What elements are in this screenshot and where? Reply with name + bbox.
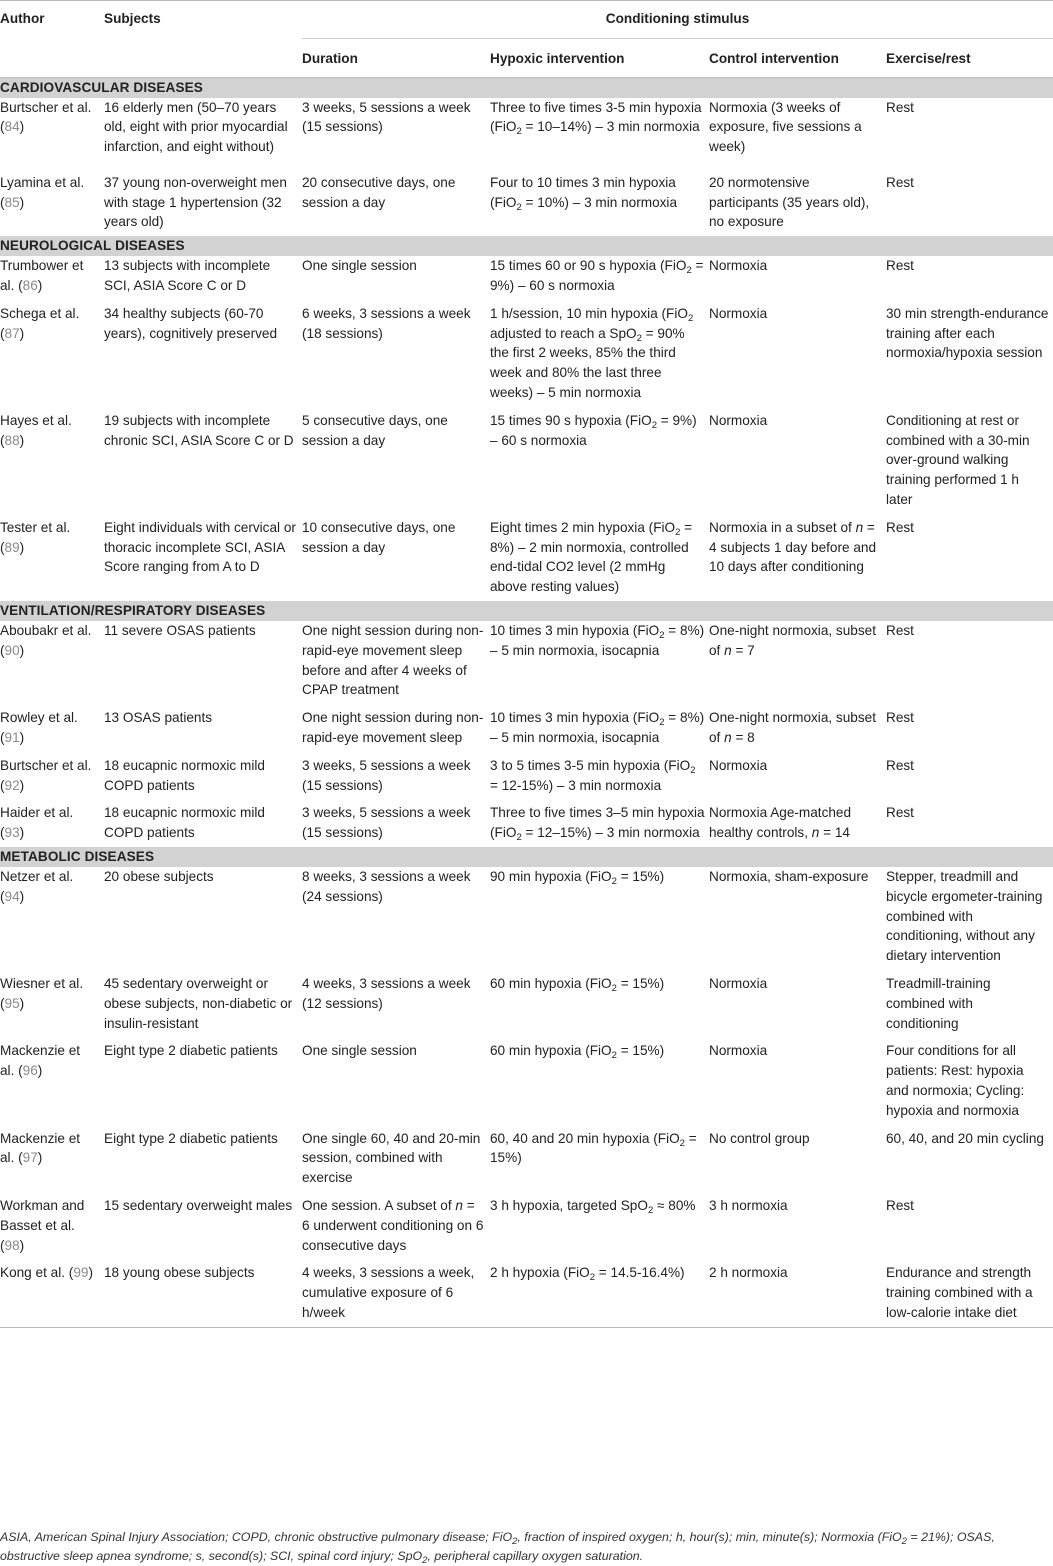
duration-cell: 3 weeks, 5 sessions a week (15 sessions): [302, 805, 471, 841]
subjects-cell: Eight individuals with cervical or thoracic incomplete SCI, ASIA Score ranging from A to D: [104, 519, 296, 575]
author-cell: Kong et al. (99): [0, 1263, 104, 1327]
control-intervention-cell: Normoxia (3 weeks of exposure, five sessions a week): [709, 99, 862, 155]
reference-link[interactable]: 87: [4, 325, 20, 341]
hypoxic-intervention-cell: Eight times 2 min hypoxia (FiO$_2$ = 8%) – 2 min normoxia, controlled end-tidal CO2 level (2 mmHg above resting values): [490, 519, 693, 595]
hypoxic-intervention-cell: Three to five times 3-5 min hypoxia (FiO$_2$ = 10–14%) – 3 min normoxia: [490, 99, 702, 138]
subjects-cell: 18 young obese subjects: [104, 1263, 302, 1327]
author-cell: Hayes et al. (88): [0, 412, 72, 448]
header-hypoxic-intervention: Hypoxic intervention: [490, 38, 709, 77]
table-row: [0, 411, 1053, 518]
reference-link[interactable]: 88: [4, 432, 20, 448]
section-header-row: [0, 847, 1053, 867]
reference-link[interactable]: 89: [4, 539, 20, 555]
section-title: VENTILATION/RESPIRATORY DISEASES: [0, 601, 1053, 621]
duration-cell: One night session during non-rapid-eye movement sleep: [302, 710, 484, 746]
hypoxic-intervention-cell: 60 min hypoxia (FiO$_2$ = 15%): [490, 975, 665, 994]
section-header-row: [0, 77, 1053, 98]
exercise-rest-cell: Rest: [886, 805, 914, 821]
header-duration: Duration: [302, 38, 490, 77]
subjects-cell: 19 subjects with incomplete chronic SCI, ASIA Score C or D: [104, 412, 294, 448]
control-intervention-cell: Normoxia in a subset of n = 4 subjects 1 day before and 10 days after conditioning: [709, 519, 877, 575]
hypoxic-intervention-cell: 15 times 60 or 90 s hypoxia (FiO$_2$ = 9%) – 60 s normoxia: [490, 258, 704, 294]
table-row: [0, 518, 1053, 601]
section-title: CARDIOVASCULAR DISEASES: [0, 77, 1053, 98]
exercise-rest-cell: Rest: [886, 519, 914, 535]
reference-link[interactable]: 84: [4, 119, 20, 135]
table-row: [0, 867, 1053, 974]
table-footnote: ASIA, American Spinal Injury Association; COPD, chronic obstructive pulmonary disease; FiO$_2$, fraction of inspired oxygen; h, hour(s); min, minute(s); Normoxia (FiO$_2$ = 21%); OSAS, obstructive sleep apnea syndrome; s, second(s); SCI, spinal cord injury; SpO$_2$, peripheral capillary oxygen saturation.: [0, 1530, 995, 1566]
table-row: [0, 98, 1053, 173]
control-intervention-cell: 20 normotensive participants (35 years old), no exposure: [709, 174, 870, 230]
exercise-rest-cell: Rest: [886, 1197, 914, 1213]
header-exercise-rest: Exercise/rest: [886, 38, 1053, 77]
author-cell: Wiesner et al. (95): [0, 975, 84, 1011]
duration-cell: One night session during non-rapid-eye movement sleep before and after 4 weeks of CPAP treatment: [302, 623, 484, 698]
hypoxic-intervention-cell: 3 to 5 times 3-5 min hypoxia (FiO$_2$ = 12-15%) – 3 min normoxia: [490, 757, 696, 793]
control-intervention-cell: 2 h normoxia: [709, 1263, 886, 1327]
author-cell: Burtscher et al. (84): [0, 99, 92, 135]
hypoxic-intervention-cell: 60 min hypoxia (FiO$_2$ = 15%): [490, 1043, 665, 1062]
section-header-row: [0, 236, 1053, 256]
exercise-rest-cell: Treadmill-training combined with conditioning: [886, 975, 991, 1031]
table-row: [0, 173, 1053, 236]
subjects-cell: 18 eucapnic normoxic mild COPD patients: [104, 805, 265, 841]
top-rule: [0, 0, 1053, 1]
duration-cell: 10 consecutive days, one session a day: [302, 519, 456, 555]
reference-link[interactable]: 92: [4, 777, 20, 793]
exercise-rest-cell: 30 min strength-endurance training after each normoxia/hypoxia session: [886, 305, 1049, 361]
control-intervention-cell: 3 h normoxia: [709, 1197, 788, 1213]
reference-link[interactable]: 97: [22, 1150, 38, 1166]
author-cell: Netzer et al. (94): [0, 869, 74, 904]
duration-cell: 8 weeks, 3 sessions a week (24 sessions): [302, 869, 471, 904]
control-intervention-cell: Normoxia: [709, 412, 768, 428]
reference-link[interactable]: 98: [4, 1237, 20, 1253]
hypoxic-intervention-cell: 10 times 3 min hypoxia (FiO$_2$ = 8%) – 5 min normoxia, isocapnia: [490, 623, 705, 658]
control-intervention-cell: Normoxia: [709, 258, 768, 274]
reference-link[interactable]: 86: [22, 278, 38, 294]
exercise-rest-cell: Stepper, treadmill and bicycle ergometer-training combined with conditioning, without any dietary intervention: [886, 869, 1043, 964]
duration-cell: 6 weeks, 3 sessions a week (18 sessions): [302, 305, 471, 341]
table-row: [0, 1196, 1053, 1263]
exercise-rest-cell: Rest: [886, 174, 914, 190]
author-cell: Mackenzie et al. (97): [0, 1130, 81, 1166]
control-intervention-cell: One-night normoxia, subset of n = 8: [709, 710, 876, 746]
author-cell: Burtscher et al. (92): [0, 757, 92, 793]
table-row: [0, 974, 1053, 1041]
hypoxic-intervention-cell: 90 min hypoxia (FiO$_2$ = 15%): [490, 869, 665, 887]
header-author: Author: [0, 11, 45, 26]
table-row: [0, 803, 1053, 847]
section-title: METABOLIC DISEASES: [0, 847, 1053, 867]
author-cell: Lyamina et al. (85): [0, 174, 85, 210]
exercise-rest-cell: Conditioning at rest or combined with a 30-min over-ground walking training performed 1 h later: [886, 412, 1030, 508]
author-cell: Mackenzie et al. (96): [0, 1043, 81, 1079]
subjects-cell: 45 sedentary overweight or obese subjects, non-diabetic or insulin-resistant: [104, 975, 293, 1031]
subjects-cell: 16 elderly men (50–70 years old, eight with prior myocardial infarction, and eight without): [104, 99, 288, 155]
duration-cell: 3 weeks, 5 sessions a week (15 sessions): [302, 99, 471, 135]
table-row: [0, 304, 1053, 411]
control-intervention-cell: Normoxia: [709, 305, 768, 321]
control-intervention-cell: Normoxia: [709, 975, 768, 991]
author-cell: Haider et al. (93): [0, 805, 74, 841]
reference-link[interactable]: 90: [4, 642, 20, 658]
control-intervention-cell: One-night normoxia, subset of n = 7: [709, 623, 876, 658]
author-cell: Tester et al. (89): [0, 519, 71, 555]
duration-cell: One single session: [302, 1043, 417, 1059]
duration-cell: 4 weeks, 3 sessions a week, cumulative exposure of 6 h/week: [302, 1263, 490, 1327]
reference-link[interactable]: 94: [4, 888, 20, 904]
duration-cell: 3 weeks, 5 sessions a week (15 sessions): [302, 757, 471, 793]
duration-cell: One single session: [302, 258, 417, 274]
author-cell: Workman and Basset et al. (98): [0, 1197, 85, 1253]
exercise-rest-cell: Rest: [886, 99, 914, 115]
hypoxic-intervention-cell: 60, 40 and 20 min hypoxia (FiO$_2$ = 15%): [490, 1130, 697, 1166]
table-row: [0, 1041, 1053, 1128]
reference-link[interactable]: 85: [4, 194, 20, 210]
subjects-cell: 11 severe OSAS patients: [104, 623, 256, 639]
exercise-rest-cell: Four conditions for all patients: Rest: hypoxia and normoxia; Cycling: hypoxia and normoxia: [886, 1043, 1025, 1118]
header-subjects: Subjects: [104, 11, 161, 26]
author-cell: Trumbower et al. (86): [0, 258, 84, 294]
duration-cell: 20 consecutive days, one session a day: [302, 174, 456, 210]
exercise-rest-cell: Rest: [886, 623, 914, 639]
author-cell: Aboubakr et al. (90): [0, 623, 92, 658]
exercise-rest-cell: Rest: [886, 258, 914, 274]
duration-cell: 4 weeks, 3 sessions a week (12 sessions): [302, 975, 471, 1011]
header-conditioning-stimulus: Conditioning stimulus: [605, 11, 750, 26]
author-cell: Rowley et al. (91): [0, 710, 78, 746]
exercise-rest-cell: Rest: [886, 757, 914, 773]
table-row: [0, 1129, 1053, 1196]
hypoxic-intervention-cell: Three to five times 3–5 min hypoxia (FiO$_2$ = 12–15%) – 3 min normoxia: [490, 805, 705, 844]
subjects-cell: 13 subjects with incomplete SCI, ASIA Score C or D: [104, 258, 271, 294]
hypoxic-intervention-cell: Four to 10 times 3 min hypoxia (FiO$_2$ = 10%) – 3 min normoxia: [490, 174, 678, 213]
exercise-rest-cell: 60, 40, and 20 min cycling: [886, 1130, 1044, 1146]
reference-link[interactable]: 96: [22, 1063, 38, 1079]
hypoxic-intervention-cell: 1 h/session, 10 min hypoxia (FiO$_2$ adjusted to reach a SpO$_2$ = 90% the first 2 weeks, 85% the third week and 80% the last three weeks) – 5 min normoxia: [490, 305, 694, 401]
header-control-intervention: Control intervention: [709, 38, 886, 77]
reference-link[interactable]: 93: [4, 825, 20, 841]
hypoxic-intervention-cell: 3 h hypoxia, targeted SpO$_2$ ≈ 80%: [490, 1197, 696, 1216]
exercise-rest-cell: Rest: [886, 710, 914, 726]
author-cell: Schega et al. (87): [0, 305, 80, 341]
reference-link[interactable]: 91: [4, 730, 20, 746]
hypoxic-intervention-cell: 15 times 90 s hypoxia (FiO$_2$ = 9%) – 60 s normoxia: [490, 412, 697, 448]
hypoxic-intervention-cell: 2 h hypoxia (FiO$_2$ = 14.5-16.4%): [490, 1263, 709, 1327]
table-row: [0, 708, 1053, 756]
table-body: [0, 77, 1053, 1327]
control-intervention-cell: Normoxia Age-matched healthy controls, n = 14: [709, 805, 852, 841]
subjects-cell: 13 OSAS patients: [104, 710, 213, 726]
duration-cell: One session. A subset of n = 6 underwent conditioning on 6 consecutive days: [302, 1197, 484, 1253]
reference-link[interactable]: 95: [4, 995, 20, 1011]
duration-cell: 5 consecutive days, one session a day: [302, 412, 448, 448]
section-title: NEUROLOGICAL DISEASES: [0, 236, 1053, 256]
subjects-cell: 15 sedentary overweight males: [104, 1197, 293, 1213]
subjects-cell: Eight type 2 diabetic patients: [104, 1130, 278, 1146]
table-row: [0, 256, 1053, 304]
reference-link[interactable]: 99: [73, 1265, 89, 1281]
exercise-rest-cell: Endurance and strength training combined with a low-calorie intake diet: [886, 1263, 1053, 1327]
subjects-cell: Eight type 2 diabetic patients: [104, 1043, 278, 1059]
subjects-cell: 37 young non-overweight men with stage 1 hypertension (32 years old): [104, 174, 287, 230]
table-row: [0, 621, 1053, 708]
subjects-cell: 34 healthy subjects (60-70 years), cognitively preserved: [104, 305, 278, 341]
control-intervention-cell: Normoxia, sham-exposure: [709, 869, 869, 884]
control-intervention-cell: Normoxia: [709, 1043, 768, 1059]
section-header-row: [0, 601, 1053, 621]
duration-cell: One single 60, 40 and 20-min session, combined with exercise: [302, 1130, 481, 1186]
table-row: [0, 756, 1053, 804]
subjects-cell: 20 obese subjects: [104, 869, 214, 884]
table-row: [0, 1263, 1053, 1327]
control-intervention-cell: No control group: [709, 1130, 810, 1146]
hypoxic-intervention-cell: 10 times 3 min hypoxia (FiO$_2$ = 8%) – 5 min normoxia, isocapnia: [490, 710, 705, 746]
control-intervention-cell: Normoxia: [709, 757, 768, 773]
subjects-cell: 18 eucapnic normoxic mild COPD patients: [104, 757, 265, 793]
